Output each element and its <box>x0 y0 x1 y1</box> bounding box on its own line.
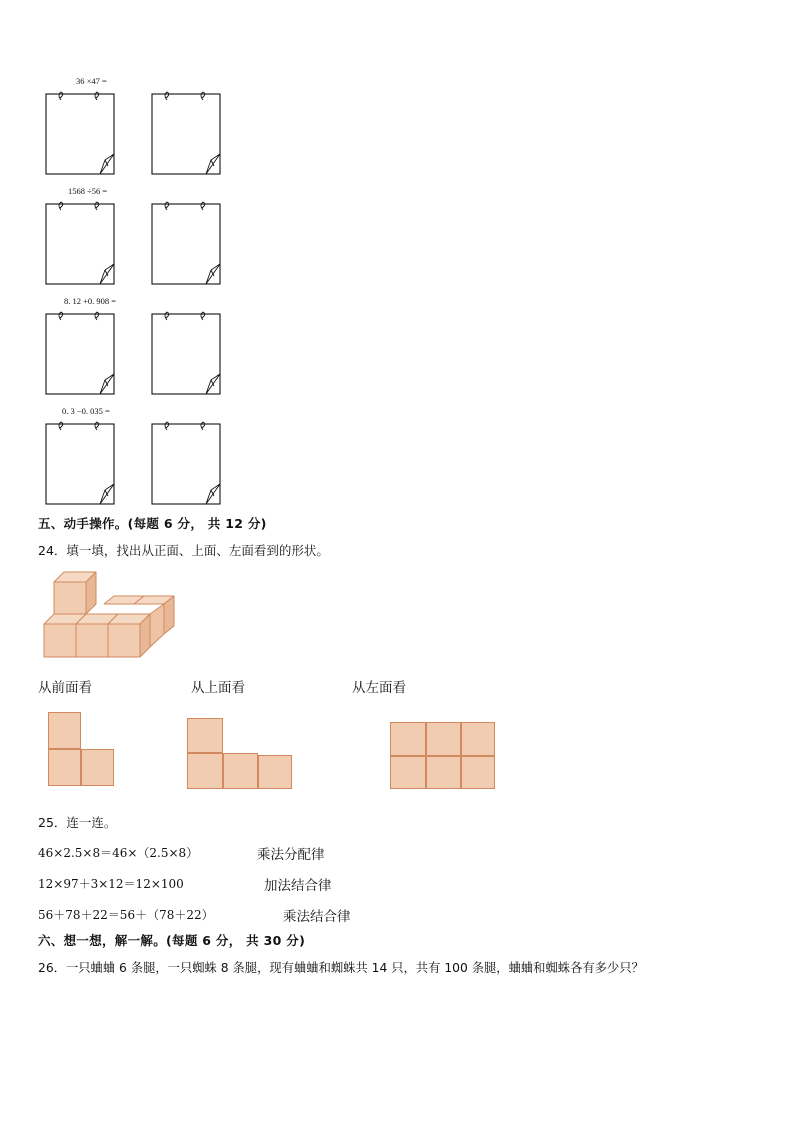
question-26-prompt: 26．一只蛐蛐 6 条腿，一只蜘蛛 8 条腿，现有蛐蛐和蜘蛛共 14 只，共有 100 条腿，蛐蛐和蜘蛛各有多少只？ <box>38 961 644 975</box>
expression-3: 56＋78＋22＝56＋（78＋22） <box>38 908 214 922</box>
expression-1: 46×2.5×8＝46×（2.5×8） <box>38 846 199 860</box>
scratch-pad-2b <box>150 198 222 288</box>
view-label-front: 从前面看 <box>38 680 92 696</box>
scratch-pad-4a <box>44 418 116 508</box>
section-5-heading: 五、动手操作。(每题 6 分， 共 12 分) <box>38 516 267 531</box>
equation-4: 0. 3 −0. 035 = <box>62 406 110 416</box>
equation-3: 8. 12 +0. 908 = <box>64 296 117 306</box>
law-1: 乘法分配律 <box>257 847 325 863</box>
view-label-left: 从左面看 <box>352 680 406 696</box>
scratch-pad-3a <box>44 308 116 398</box>
question-25-prompt: 25．连一连。 <box>38 815 117 830</box>
question-24-prompt: 24．填一填，找出从正面、上面、左面看到的形状。 <box>38 543 329 558</box>
law-2: 加法结合律 <box>264 878 332 894</box>
scratch-pad-2a <box>44 198 116 288</box>
scratch-pad-1a <box>44 88 116 178</box>
equation-1: 36 ×47 = <box>76 76 107 86</box>
scratch-pad-3b <box>150 308 222 398</box>
scratch-pad-4b <box>150 418 222 508</box>
law-3: 乘法结合律 <box>283 909 351 925</box>
view-label-top: 从上面看 <box>191 680 245 696</box>
expression-2: 12×97＋3×12＝12×100 <box>38 877 184 891</box>
equation-2: 1568 ÷56 = <box>68 186 108 196</box>
scratch-pad-1b <box>150 88 222 178</box>
section-6-heading: 六、想一想，解一解。(每题 6 分， 共 30 分) <box>38 933 306 948</box>
cube-arrangement-figure <box>40 566 175 662</box>
